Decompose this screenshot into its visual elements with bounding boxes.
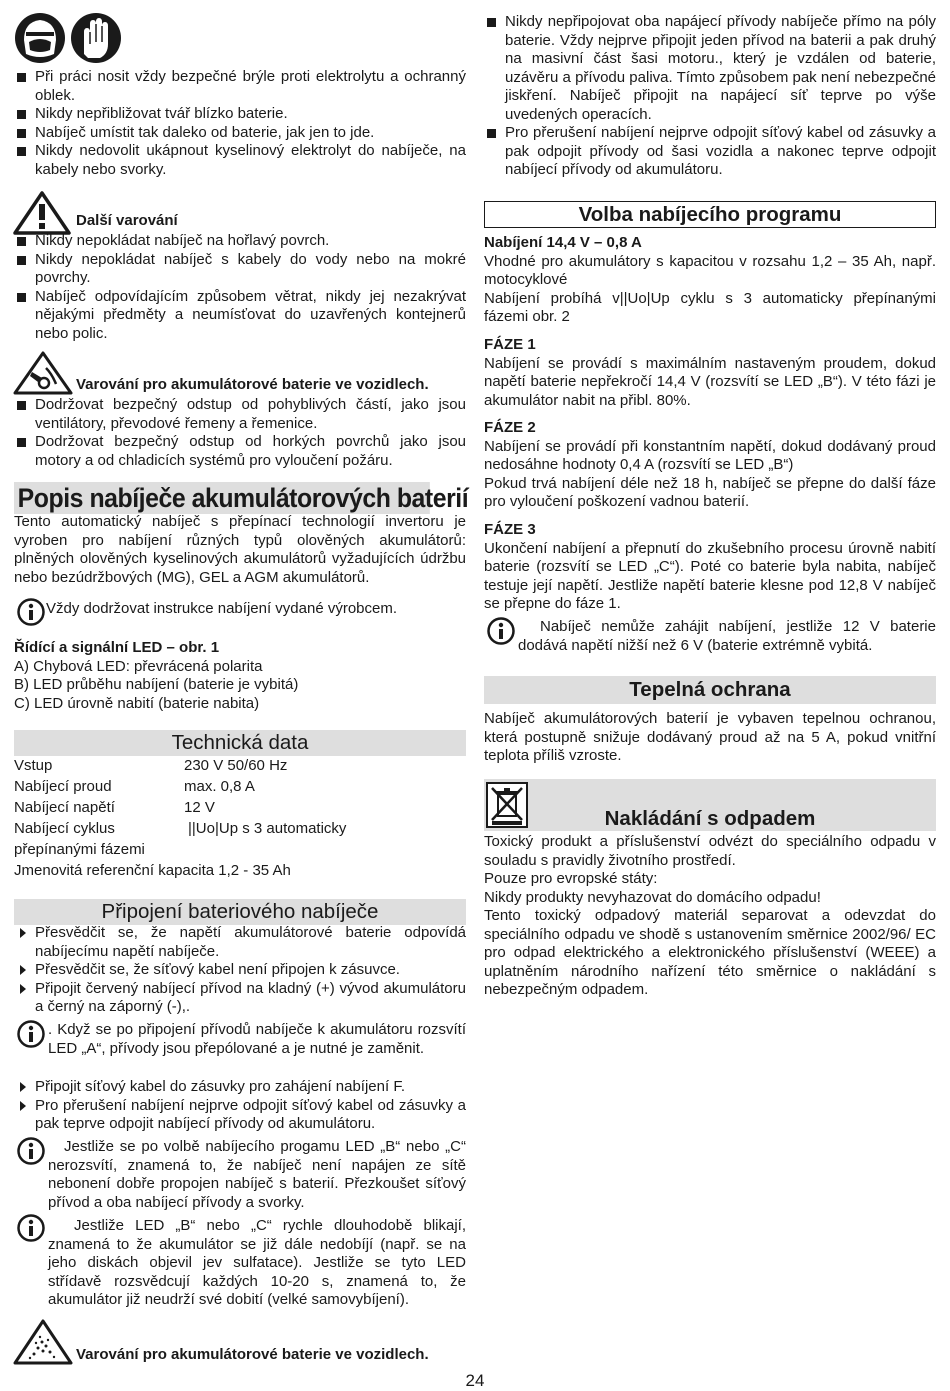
phase-text: Ukončení nabíjení a přepnutí do zkušebního procesu úrovně nabití baterie (rozsvítí se LED „C“). Poté co baterie byla nabita, nabíječ testuje její napětí. Jestliže napětí baterie klesne pod 12,8 V nabíječ se přepne do fáze 1. — [484, 539, 936, 612]
description-text: Tento automatický nabíječ s přepínací technologií invertoru je vyroben pro nabíjení různých typů olověných akumulátorů: plněných olověných kyselinových akumulátorů vyžadujících údržbu nebo bezúdržbových (MG), GEL a AGM akumulátorů. — [14, 513, 466, 586]
warning-item: Dodržovat bezpečný odstup od horkých povrchů jako jsou motory a od chladicích systémů pro vyloučení požáru. — [14, 433, 466, 470]
program-text: Vhodné pro akumulátory s kapacitou v rozsahu 1,2 – 35 Ah, např. motocyklové — [484, 252, 936, 288]
tech-cycle-cont: přepínanými fázemi — [14, 841, 145, 858]
phase-text: Nabíjení se provádí s maximálním nastaveným proudem, dokud napětí baterie nepřekročí 14,4 V (rozsvítí se LED „B“). V této fázi je akumulátor nabit na přibl. 80%. — [484, 354, 936, 409]
phase-heading: FÁZE 3 — [484, 521, 536, 538]
connect-title: Připojení bateriového nabíječe — [14, 899, 466, 925]
tech-row — [14, 862, 466, 883]
waste-text: Nikdy produkty nevyhazovat do domácího odpadu! — [484, 888, 821, 906]
program-title: Volba nabíjecího programu — [484, 201, 936, 228]
waste-title-bar — [484, 779, 936, 831]
connect-steps-2 — [14, 1078, 466, 1134]
manufacturer-note: Vždy dodržovat instrukce nabíjení vydané výrobcem. — [46, 600, 398, 617]
tech-label: Nabíjecí proud — [14, 778, 112, 795]
tech-row — [14, 778, 466, 799]
connect-steps — [14, 924, 466, 1017]
program-text: Nabíjení probíhá v||Uo|Up cyklu s 3 automaticky přepínanými fázemi obr. 2 — [484, 289, 936, 325]
info-reversed-polarity: . Když se po připojení přívodů nabíječe k akumulátoru rozsvítí LED „A“, přívody jsou přepólované a je nutné je zaměnit. — [48, 1021, 466, 1057]
led-item: B) LED průběhu nabíjení (baterie je vybitá) — [14, 676, 299, 693]
safety-item: Nabíječ umístit tak daleko od baterie, jak jen to jde. — [14, 124, 466, 143]
safety-item: Nikdy nedovolit ukápnout kyselinový elektrolyt do nabíječe, na kabely nebo svorky. — [14, 142, 466, 179]
phase-text: Nabíjení se provádí při konstantním napětí, dokud dodávaný proud nedosáhne hodnoty 0,4 A (rozsvítí se LED „B“) — [484, 437, 936, 473]
phase-heading: FÁZE 2 — [484, 419, 536, 436]
warning-item: Nikdy nepokládat nabíječ s kabely do vody nebo na mokré povrchy. — [14, 251, 466, 288]
program-heading: Nabíjení 14,4 V – 0,8 A — [484, 234, 642, 251]
waste-title: Nakládání s odpadem — [604, 807, 816, 830]
connect-step: Připojit síťový kabel do zásuvky pro zahájení nabíjení F. — [14, 1078, 466, 1097]
right-item: Pro přerušení nabíjení nejprve odpojit síťový kabel od zásuvky a pak odpojit přívody od šasi vozidla a nakonec teprve odpojit nabíjecí přívody od akumulátoru. — [484, 124, 936, 180]
vehicle-warning-heading: Varování pro akumulátorové baterie ve vozidlech. — [76, 376, 429, 393]
thermal-title: Tepelná ochrana — [484, 676, 936, 704]
info-low-voltage: Nabíječ nemůže zahájit nabíjení, jestliže 12 V baterie dodává napětí nižší než 6 V (baterie extrémně vybitá. — [518, 618, 936, 654]
tech-title: Technická data — [14, 730, 466, 756]
gloves-icon — [71, 13, 121, 63]
led-item: C) LED úrovně nabití (baterie nabita) — [14, 694, 260, 712]
thermal-text: Nabíječ akumulátorových baterií je vybaven tepelnou ochranou, která postupně snižuje dodávaný proud až na 5 A, pokud vnitřní teplota příliš vzroste. — [484, 710, 936, 764]
tech-label: Nabíjecí cyklus — [14, 820, 115, 837]
connect-step: Pro přerušení nabíjení nejprve odpojit síťový kabel od zásuvky a pak teprve odpojit nabíjecí přívody od akumulátoru. — [14, 1097, 466, 1134]
tech-value: 230 V 50/60 Hz — [184, 757, 288, 774]
ppe-icons — [14, 10, 124, 66]
description-title-bar — [14, 482, 469, 514]
right-top-list — [484, 13, 936, 180]
tech-value: ||Uo|Up s 3 automaticky — [188, 820, 347, 837]
warning-item: Dodržovat bezpečný odstup od pohyblivých částí, jako jsou ventilátory, převodové řemeny a řemenice. — [14, 396, 466, 433]
tech-label: Vstup — [14, 757, 53, 774]
waste-text: Toxický produkt a příslušenství odvézt do speciálního odpadu v souladu s pravidly životního prostředí. — [484, 833, 936, 869]
connect-step: Přesvědčit se, že síťový kabel není připojen k zásuvce. — [14, 961, 466, 980]
info-icon — [486, 616, 516, 652]
warning-item: Nabíječ odpovídajícím způsobem větrat, nikdy jej nezakrývat nějakými předměty a neumísťovat do uzavřených kontejnerů nebo polic. — [14, 288, 466, 344]
face-shield-icon — [15, 13, 65, 63]
tech-table — [14, 757, 466, 883]
info-icon — [16, 1136, 46, 1172]
page-number: 24 — [465, 1371, 485, 1390]
tech-value: 12 V — [184, 799, 215, 816]
description-title: Popis nabíječe akumulátorových baterií — [14, 482, 430, 514]
phase-heading: FÁZE 1 — [484, 336, 536, 353]
tech-capacity: Jmenovitá referenční kapacita 1,2 - 35 Ah — [14, 862, 291, 879]
explosion-warning-icon — [12, 1318, 74, 1372]
waste-text: Pouze pro evropské státy: — [484, 870, 658, 887]
info-blink: Jestliže LED „B“ nebo „C“ rychle dlouhodobě blikají, znamená to že akumulátor se již dále nedobíjí (např. se na jeho diskách objevil jev sulfatace). Jestliže se tyto LED střídavě rozsvědcují každých 10-20 s, znamená to, že akumulátor již neudrží své dobití (velké samovybíjení). — [48, 1217, 466, 1308]
tech-row — [14, 820, 466, 841]
waste-text: Tento toxický odpadový materiál separovat a odevzdat do speciálního odpadu ve shodě s ustanovením směrnice 2002/96/ EC pro odpad elektrického a elektronického příslušenství (WEEE) a uplatněním národního nařízení této směrnice o nakládání s nebezpečným odpadem. — [484, 907, 936, 998]
tech-row — [14, 841, 466, 862]
safety-item: Nikdy nepřibližovat tvář blízko baterie. — [14, 105, 466, 124]
info-icon — [16, 1213, 46, 1249]
tech-row — [14, 799, 466, 820]
safety-list — [14, 68, 466, 179]
other-warnings-heading: Další varování — [76, 212, 178, 229]
other-warnings-list — [14, 232, 466, 343]
warning-item: Nikdy nepokládat nabíječ na hořlavý povrch. — [14, 232, 466, 251]
vehicle-warnings-list — [14, 396, 466, 470]
led-item: A) Chybová LED: převrácená polarita — [14, 657, 263, 675]
tech-label: Nabíjecí napětí — [14, 799, 115, 816]
info-no-led: Jestliže se po volbě nabíjecího progamu LED „B“ nebo „C“ nerozsvítí, znamená to, že nabíječ není napájen ze sítě nebonení dobře propojen nabíječ s baterií. Přezkoušet síťový přívod a oba nabíjecí přívody a svorky. — [48, 1138, 466, 1211]
connect-step: Připojit červený nabíjecí přívod na kladný (+) vývod akumulátoru a černý na záporný (-),. — [14, 980, 466, 1017]
right-item: Nikdy nepřipojovat oba napájecí přívody nabíječe přímo na póly baterie. Vždy nejprve připojit jeden přívod na baterii a pak druhý na masivní část šasi motoru., který je vzdálen od baterie, uzávěru a přívodu paliva. Tímto způsobem pak není nebezpečné jiskření. Nabíječ připojit na napájecí síť teprve po výše uvedených operacích. — [484, 13, 936, 124]
tech-value: max. 0,8 A — [184, 778, 255, 795]
bottom-warning: Varování pro akumulátorové baterie ve vozidlech. — [76, 1346, 429, 1363]
leds-heading: Řídící a signální LED – obr. 1 — [14, 639, 220, 656]
safety-item: Při práci nosit vždy bezpečné brýle proti elektrolytu a ochranný oblek. — [14, 68, 466, 105]
moving-parts-warning-icon — [12, 350, 74, 402]
info-icon — [16, 597, 46, 633]
phase-text: Pokud trvá nabíjení déle než 18 h, nabíječ se přepne do další fáze pro vyloučení poškození vadnou baterií. — [484, 474, 936, 510]
info-icon — [16, 1019, 46, 1055]
tech-row — [14, 757, 466, 778]
connect-step: Přesvědčit se, že napětí akumulátorové baterie odpovídá nabíjecímu napětí nabíječe. — [14, 924, 466, 961]
